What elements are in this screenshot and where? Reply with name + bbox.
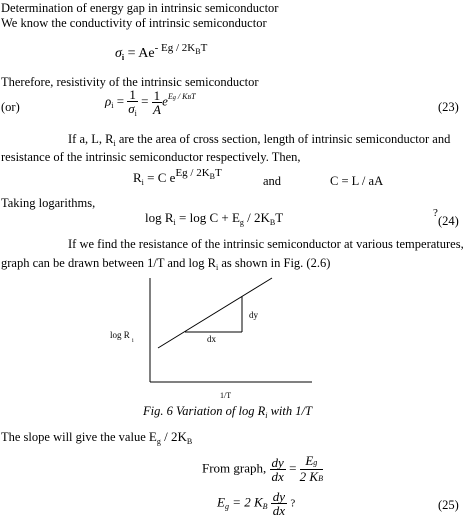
log-r-vs-inverse-t-graph bbox=[100, 274, 320, 400]
dx-label: dx bbox=[207, 334, 216, 344]
dy-label: dy bbox=[249, 310, 258, 320]
slope-line: The slope will give the value $E_g / 2K_B$ bbox=[1, 429, 193, 446]
and-word: and bbox=[263, 174, 282, 188]
equation-conductivity: $\sigma_i = Ae^{- Eg / 2K_BT}$ bbox=[115, 42, 208, 62]
equation-number-23: (23) bbox=[438, 100, 459, 114]
paragraph-definitions: If a, L, $R_i$ are the area of cross section, length of intrinsic semiconductor and bbox=[68, 132, 451, 148]
c-definition: C = L / aA bbox=[330, 174, 384, 188]
x-axis-label: 1/T bbox=[220, 391, 232, 400]
equation-number-24: (24) bbox=[438, 214, 459, 228]
or-label: (or) bbox=[1, 100, 20, 114]
heading-title: Determination of energy gap in intrinsic semiconductor bbox=[1, 1, 279, 15]
equation-resistance: $R_i = C$ $e^{Eg / 2K_BT}$ bbox=[133, 167, 222, 187]
figure-caption: Fig. 6 Variation of $\log R_i$ with 1/T bbox=[143, 404, 312, 420]
marker-question: ? bbox=[433, 207, 438, 219]
equation-number-25: (25) bbox=[438, 498, 459, 512]
equation-slope: From graph, $\frac{dy}{dx}$ = $\frac{Eg}{2 KB}$ bbox=[202, 453, 323, 484]
therefore-line: Therefore, resistivity of the intrinsic semiconductor bbox=[1, 75, 259, 89]
equation-log: $\log R_i = \log C + E_g / 2K_BT$ bbox=[145, 210, 284, 227]
equation-resistivity: $\rho_i$ = $\frac{1}{\sigma_i}$ = $\frac{1}{A}$ $e^{Eg / KBT}$ bbox=[105, 87, 196, 118]
paragraph-graph-cont: graph can be drawn between 1/T and $\log R_i$ as shown in Fig. (2.6) bbox=[1, 256, 331, 272]
taking-log-line: Taking logarithms, bbox=[1, 196, 96, 210]
equation-energy-gap: $E_g = 2$ $K_B$ $\frac{dy}{dx}$ ? bbox=[217, 489, 296, 518]
intro-line: We know the conductivity of intrinsic semiconductor bbox=[1, 16, 267, 30]
paragraph-definitions-cont: resistance of the intrinsic semiconductor respectively. Then, bbox=[1, 150, 301, 164]
y-axis-label: log R bbox=[110, 330, 130, 340]
paragraph-graph: If we find the resistance of the intrinsic semiconductor at various temperatures, bbox=[68, 237, 464, 251]
y-axis-label-sub: i bbox=[132, 338, 134, 344]
